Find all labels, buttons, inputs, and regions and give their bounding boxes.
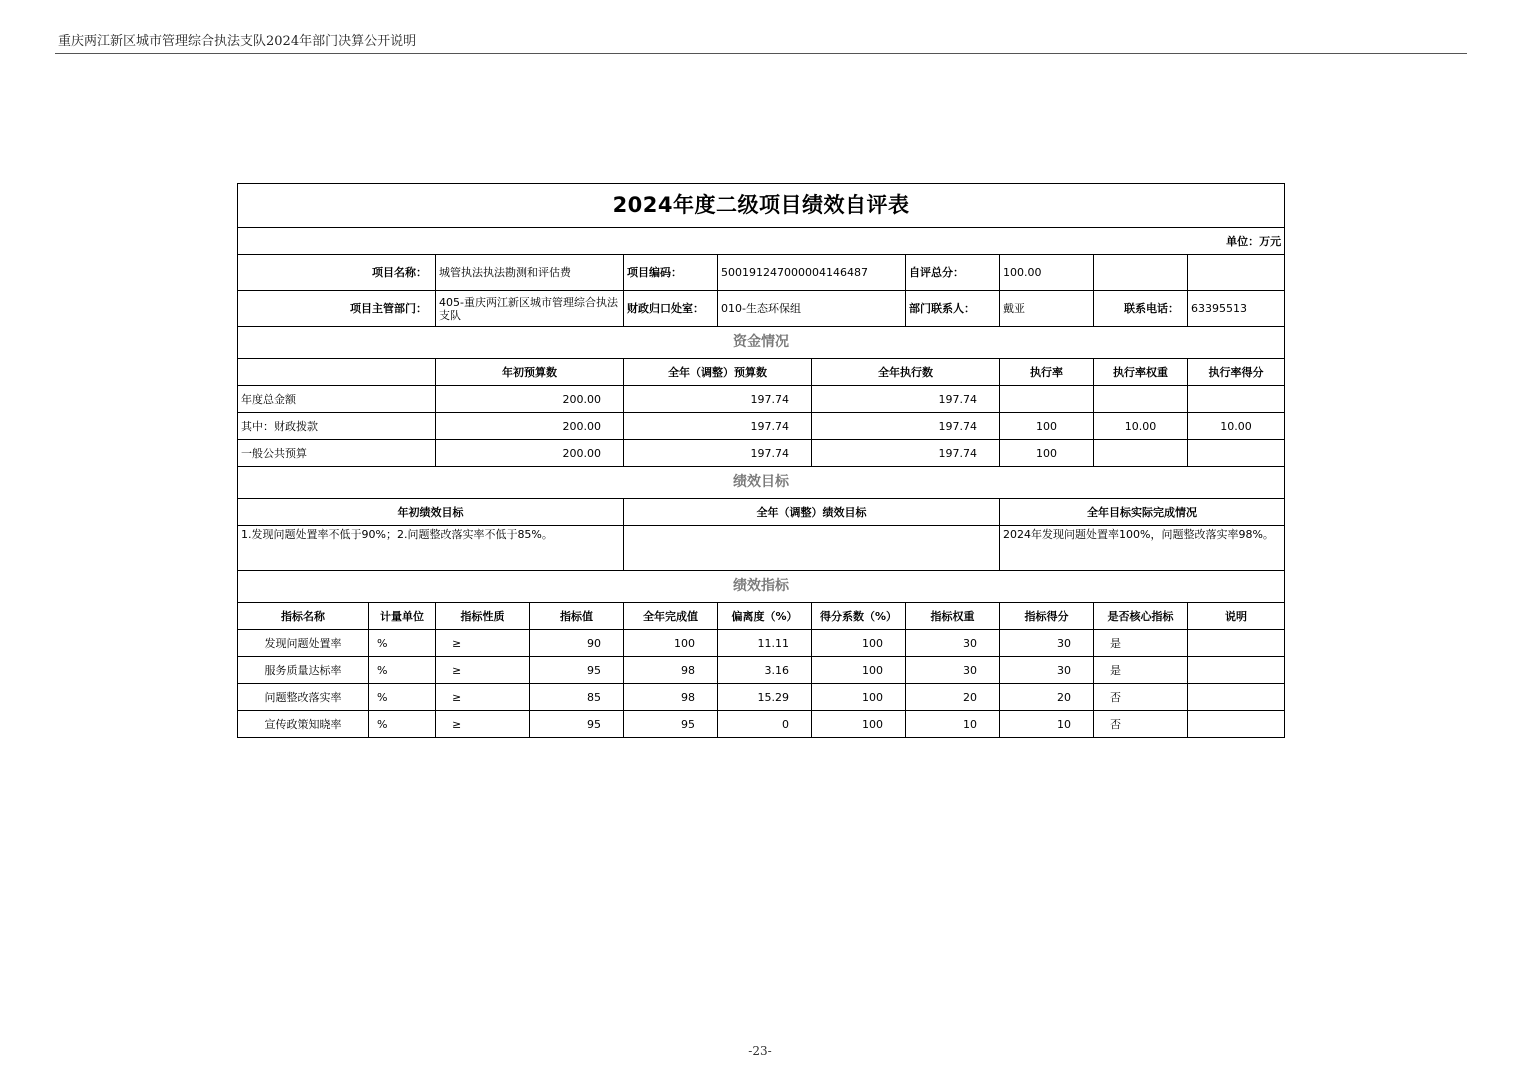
funds-weight: 10.00 — [1094, 413, 1188, 440]
funds-section-title: 资金情况 — [238, 327, 1285, 359]
funds-row — [238, 440, 1285, 467]
indicator-unit: % — [369, 684, 436, 711]
indicator-name: 问题整改落实率 — [238, 684, 369, 711]
indicator-actual: 95 — [624, 711, 718, 738]
dept-value: 405-重庆两江新区城市管理综合执法支队 — [436, 291, 624, 327]
indicator-coef: 100 — [812, 657, 906, 684]
indicator-target: 90 — [530, 630, 624, 657]
indicator-core: 是 — [1094, 657, 1188, 684]
indicator-actual: 100 — [624, 630, 718, 657]
indicator-weight: 30 — [906, 630, 1000, 657]
phone-label: 联系电话： — [1094, 291, 1188, 327]
indicator-name: 服务质量达标率 — [238, 657, 369, 684]
funds-initial: 200.00 — [436, 413, 624, 440]
funds-header: 全年执行数 — [812, 359, 1000, 386]
indicator-deviation: 11.11 — [718, 630, 812, 657]
funds-row-label: 其中：财政拨款 — [238, 413, 436, 440]
indicator-row — [238, 630, 1285, 657]
initial-goal-text: 1.发现问题处置率不低于90%；2.问题整改落实率不低于85%。 — [238, 526, 624, 571]
funds-header: 执行率得分 — [1188, 359, 1285, 386]
indicator-header: 指标权重 — [906, 603, 1000, 630]
indicator-deviation: 0 — [718, 711, 812, 738]
project-code-label: 项目编码： — [624, 255, 718, 291]
indicator-name: 发现问题处置率 — [238, 630, 369, 657]
goals-header-row — [238, 499, 1285, 526]
indicator-header: 指标值 — [530, 603, 624, 630]
indicator-header: 指标得分 — [1000, 603, 1094, 630]
project-name-label: 项目名称： — [238, 255, 436, 291]
funds-row — [238, 386, 1285, 413]
funds-weight — [1094, 386, 1188, 413]
indicator-core: 否 — [1094, 684, 1188, 711]
indicator-header: 全年完成值 — [624, 603, 718, 630]
funds-row-label: 一般公共预算 — [238, 440, 436, 467]
indicator-nature: ≥ — [436, 657, 530, 684]
score-label: 自评总分： — [906, 255, 1000, 291]
empty-cell — [238, 359, 436, 386]
indicator-core: 否 — [1094, 711, 1188, 738]
indicator-header: 指标名称 — [238, 603, 369, 630]
indicator-header: 得分系数（%） — [812, 603, 906, 630]
performance-evaluation-table — [237, 183, 1285, 738]
funds-weight — [1094, 440, 1188, 467]
department-info-row — [238, 291, 1285, 327]
finance-value: 010-生态环保组 — [718, 291, 906, 327]
indicator-note — [1188, 711, 1285, 738]
indicator-header: 计量单位 — [369, 603, 436, 630]
indicator-score: 30 — [1000, 630, 1094, 657]
indicator-unit: % — [369, 657, 436, 684]
indicator-weight: 20 — [906, 684, 1000, 711]
indicator-score: 10 — [1000, 711, 1094, 738]
funds-header: 执行率 — [1000, 359, 1094, 386]
goals-section-title: 绩效目标 — [238, 467, 1285, 499]
funds-rate: 100 — [1000, 413, 1094, 440]
indicator-coef: 100 — [812, 711, 906, 738]
indicator-nature: ≥ — [436, 684, 530, 711]
indicator-core: 是 — [1094, 630, 1188, 657]
funds-adjusted: 197.74 — [624, 413, 812, 440]
indicator-deviation: 15.29 — [718, 684, 812, 711]
indicators-header-row — [238, 603, 1285, 630]
indicator-header: 偏离度（%） — [718, 603, 812, 630]
goals-content-row — [238, 526, 1285, 571]
goals-header: 全年目标实际完成情况 — [1000, 499, 1285, 526]
table-title: 2024年度二级项目绩效自评表 — [238, 184, 1285, 228]
indicator-target: 95 — [530, 711, 624, 738]
indicator-row — [238, 684, 1285, 711]
project-name-value: 城管执法执法勘测和评估费 — [436, 255, 624, 291]
empty-cell — [1094, 255, 1188, 291]
indicator-unit: % — [369, 630, 436, 657]
funds-header: 年初预算数 — [436, 359, 624, 386]
funds-header-row — [238, 359, 1285, 386]
header-divider — [55, 53, 1467, 54]
funds-executed: 197.74 — [812, 413, 1000, 440]
indicator-note — [1188, 657, 1285, 684]
funds-header: 执行率权重 — [1094, 359, 1188, 386]
funds-adjusted: 197.74 — [624, 440, 812, 467]
funds-row — [238, 413, 1285, 440]
phone-value: 63395513 — [1188, 291, 1285, 327]
funds-rate — [1000, 386, 1094, 413]
document-header: 重庆两江新区城市管理综合执法支队2024年部门决算公开说明 — [58, 34, 417, 49]
dept-label: 项目主管部门： — [238, 291, 436, 327]
indicator-coef: 100 — [812, 630, 906, 657]
score-value: 100.00 — [1000, 255, 1094, 291]
indicator-score: 20 — [1000, 684, 1094, 711]
indicators-section-title: 绩效指标 — [238, 571, 1285, 603]
indicator-note — [1188, 630, 1285, 657]
funds-header: 全年（调整）预算数 — [624, 359, 812, 386]
empty-cell — [1188, 255, 1285, 291]
goals-header: 全年（调整）绩效目标 — [624, 499, 1000, 526]
indicator-coef: 100 — [812, 684, 906, 711]
indicator-target: 85 — [530, 684, 624, 711]
funds-initial: 200.00 — [436, 440, 624, 467]
funds-score — [1188, 386, 1285, 413]
indicator-name: 宣传政策知晓率 — [238, 711, 369, 738]
indicator-note — [1188, 684, 1285, 711]
funds-executed: 197.74 — [812, 440, 1000, 467]
indicator-header: 说明 — [1188, 603, 1285, 630]
indicator-deviation: 3.16 — [718, 657, 812, 684]
project-code-value: 500191247000004146487 — [718, 255, 906, 291]
indicator-header: 指标性质 — [436, 603, 530, 630]
goals-header: 年初绩效目标 — [238, 499, 624, 526]
indicator-nature: ≥ — [436, 630, 530, 657]
page-number: -23- — [748, 1044, 772, 1058]
adjusted-goal-text — [624, 526, 1000, 571]
indicator-actual: 98 — [624, 684, 718, 711]
funds-score: 10.00 — [1188, 413, 1285, 440]
funds-score — [1188, 440, 1285, 467]
unit-label: 单位：万元 — [238, 228, 1285, 255]
actual-goal-text: 2024年发现问题处置率100%，问题整改落实率98%。 — [1000, 526, 1285, 571]
contact-value: 戴亚 — [1000, 291, 1094, 327]
indicator-header: 是否核心指标 — [1094, 603, 1188, 630]
indicator-actual: 98 — [624, 657, 718, 684]
funds-initial: 200.00 — [436, 386, 624, 413]
indicator-target: 95 — [530, 657, 624, 684]
funds-adjusted: 197.74 — [624, 386, 812, 413]
indicator-row — [238, 657, 1285, 684]
indicator-nature: ≥ — [436, 711, 530, 738]
indicator-unit: % — [369, 711, 436, 738]
funds-row-label: 年度总金额 — [238, 386, 436, 413]
indicator-score: 30 — [1000, 657, 1094, 684]
project-info-row — [238, 255, 1285, 291]
funds-rate: 100 — [1000, 440, 1094, 467]
contact-label: 部门联系人： — [906, 291, 1000, 327]
funds-executed: 197.74 — [812, 386, 1000, 413]
indicator-weight: 30 — [906, 657, 1000, 684]
indicator-row — [238, 711, 1285, 738]
indicator-weight: 10 — [906, 711, 1000, 738]
finance-label: 财政归口处室： — [624, 291, 718, 327]
